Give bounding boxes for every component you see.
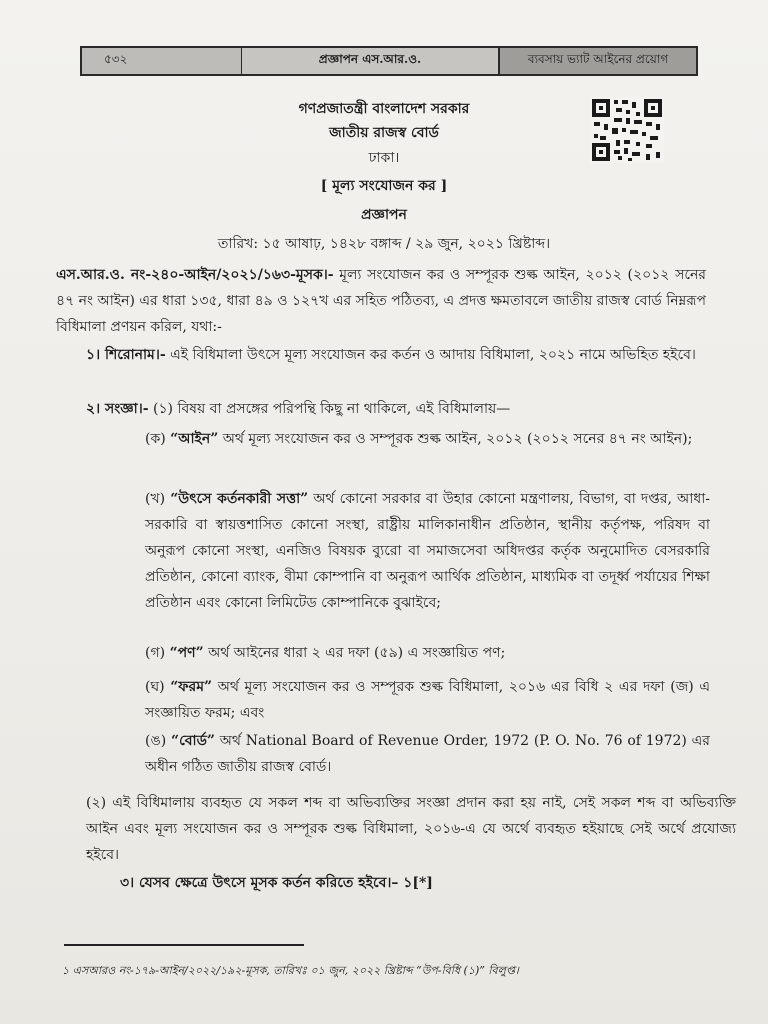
intro-paragraph (56, 262, 706, 340)
definition-marker: (ঙ) (145, 733, 167, 749)
definition-marker: (গ) (145, 645, 166, 661)
definition-term: “আইন” (170, 431, 219, 447)
page-number: ৫৩২ (82, 48, 242, 74)
rule-2-text: (১) বিষয় বা প্রসঙ্গের পরিপন্থি কিছু না থাকিলে, এই বিধিমালায়— (148, 401, 511, 417)
definition-marker: (ক) (145, 431, 166, 447)
definition-gha (145, 674, 710, 726)
header-right-title: ব্যবসায় ভ্যাট আইনের প্রয়োগ (500, 48, 696, 74)
header-center-title: প্রজ্ঞাপন এস.আর.ও. (242, 48, 500, 74)
board-title: জাতীয় রাজস্ব বোর্ড (329, 125, 439, 141)
sub-rule-2-paragraph: (২) এই বিধিমালায় ব্যবহৃত যে সকল শব্দ বা অভিব্যক্তির সংজ্ঞা প্রদান করা হয় নাই, সেই সকল শব্দ বা অভিব্যক্তি আইন এবং মূল্য সংযোজন কর ও সম্পূরক শুল্ক বিধিমালা, ২০১৬-এ যে অর্থে ব্যবহৃত হইয়াছে সেই অর্থে প্রযোজ্য হইবে। (86, 795, 736, 863)
rule-3-heading: ৩। যেসব ক্ষেত্রে উৎসে মূসক কর্তন করিতে হইবে।– ১[*] (120, 875, 433, 891)
rule-2-paragraph (56, 396, 736, 422)
notification-heading: প্রজ্ঞাপন (361, 207, 407, 223)
government-title: গণপ্রজাতন্ত্রী বাংলাদেশ সরকার (298, 101, 470, 117)
rule-1-label: ১। শিরোনাম।- (86, 347, 166, 363)
definition-text: অর্থ আইনের ধারা ২ এর দফা (৫৯) এ সংজ্ঞায়িত পণ; (203, 645, 506, 661)
definition-umo (145, 728, 710, 780)
definition-text: অর্থ National Board of Revenue Order, 1972 (P. O. No. 76 of 1972) এর অধীন গঠিত জাতীয় রাজস্ব বোর্ড। (145, 733, 711, 775)
rule-2-label: ২। সংজ্ঞা।- (86, 401, 149, 417)
definition-text: অর্থ কোনো সরকার বা উহার কোনো মন্ত্রণালয়, বিভাগ, বা দপ্তর, আধা-সরকারি বা স্বায়ত্তশাসিত কোনো সংস্থা, রাষ্ট্রীয় মালিকানাধীন প্রতিষ্ঠান, স্থানীয় কর্তৃপক্ষ, পরিষদ বা অনুরূপ কোনো সংস্থা, এনজিও বিষয়ক ব্যুরো বা সমাজসেবা অধিদপ্তর কর্তৃক অনুমোদিত বেসরকারি প্রতিষ্ঠান, কোনো ব্যাংক, বীমা কোম্পানি বা অনুরূপ আর্থিক প্রতিষ্ঠান, মাধ্যমিক বা তদূর্ধ্ব পর্যায়ের শিক্ষা প্রতিষ্ঠান এবং কোনো লিমিটেড কোম্পানিকে বুঝাইবে; (145, 491, 710, 611)
sro-number: এস.আর.ও. নং-২৪০-আইন/২০২১/১৬৩-মূসক।- (56, 267, 334, 283)
footnote: ১ এসআরও নং-১৭৯-আইন/২০২২/১৯২-মূসক, তারিখঃ ০১ জুন, ২০২২ খ্রিষ্টাব্দ “উপ-বিধি (১)” বিলুপ্ত। (62, 964, 519, 977)
definition-text: অর্থ মূল্য সংযোজন কর ও সম্পূরক শুল্ক বিধিমালা, ২০১৬ এর বিধি ২ এর দফা (জ) এ সংজ্ঞায়িত ফরম; এবং (145, 679, 710, 721)
definition-marker: (খ) (145, 491, 166, 507)
definition-term: “বোর্ড” (171, 733, 215, 749)
definition-ka (145, 426, 710, 452)
rule-1-paragraph (56, 342, 736, 368)
definition-term: “উৎসে কর্তনকারী সত্তা” (170, 491, 309, 507)
footnote-divider (64, 944, 304, 946)
definition-text: অর্থ মূল্য সংযোজন কর ও সম্পূরক শুল্ক আইন, ২০১২ (২০১২ সনের ৪৭ নং আইন); (218, 431, 693, 447)
definition-term: “ফরম” (170, 679, 213, 695)
date-line: তারিখ: ১৫ আষাঢ়, ১৪২৮ বঙ্গাব্দ / ২৯ জুন, ২০২১ খ্রিষ্টাব্দ। (217, 236, 551, 252)
subject-line: [ মূল্য সংযোজন কর ] (320, 178, 448, 194)
definition-marker: (ঘ) (145, 679, 165, 695)
running-header (80, 46, 698, 76)
definition-kha (145, 486, 710, 616)
intro-text: মূল্য সংযোজন কর ও সম্পূরক শুল্ক আইন, ২০১২ (২০১২ সনের ৪৭ নং আইন) এর ধারা ১৩৫, ধারা ৪৯ ও ১২৭খ এর সহিত পঠিতব্য, এ প্রদত্ত ক্ষমতাবলে জাতীয় রাজস্ব বোর্ড নিম্নরূপ বিধিমালা প্রণয়ন করিল, যথা:- (56, 267, 706, 335)
definition-term: “পণ” (169, 645, 204, 661)
city-line: ঢাকা। (368, 150, 400, 166)
rule-1-text: এই বিধিমালা উৎসে মূল্য সংযোজন কর কর্তন ও আদায় বিধিমালা, ২০২১ নামে অভিহিত হইবে। (165, 347, 696, 363)
definition-ga (145, 640, 710, 666)
